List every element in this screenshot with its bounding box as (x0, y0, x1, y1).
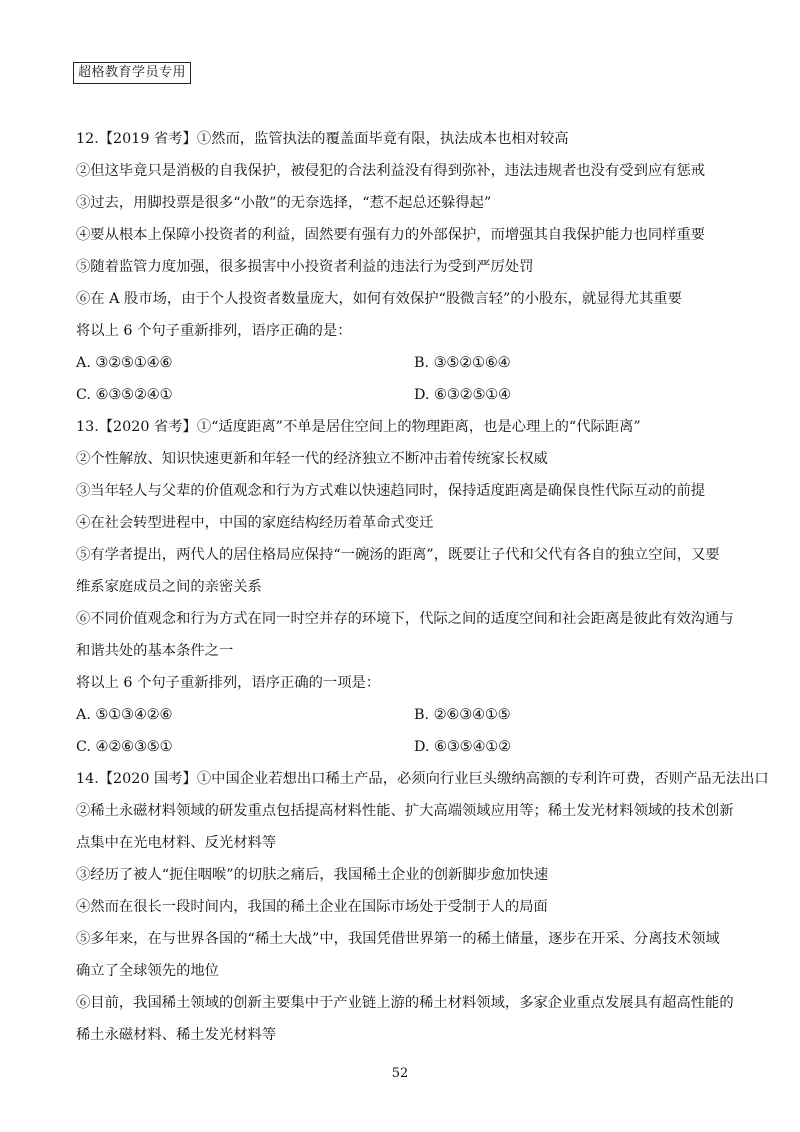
q12-sentence-2: ②但这毕竟只是消极的自我保护，被侵犯的合法利益没有得到弥补，违法违规者也没有受到应有惩戒 (76, 163, 706, 179)
q12-sentence-5: ⑤随着监管力度加强，很多损害中小投资者利益的违法行为受到严厉处罚 (76, 259, 534, 275)
q12-sentence-1: 12.【2019 省考】①然而，监管执法的覆盖面毕竟有限，执法成本也相对较高 (76, 131, 569, 147)
watermark-stamp: 超格教育学员专用 (73, 62, 191, 84)
q12-option-b: B. ③⑤②①⑥④ (414, 355, 511, 371)
q12-options-row-2 (76, 386, 726, 405)
q12-sentence-3: ③过去，用脚投票是很多“小散”的无奈选择，“惹不起总还躲得起” (76, 195, 492, 211)
q12-option-a: A. ③②⑤①④⑥ (76, 355, 173, 371)
q13-sentence-6-line-1: ⑥不同价值观念和行为方式在同一时空并存的环境下，代际之间的适度空间和社会距离是彼此有效沟通与 (76, 611, 734, 627)
q13-options-row-2 (76, 738, 726, 757)
page-content (76, 130, 769, 1058)
q12-option-d: D. ⑥③②⑤①④ (414, 387, 511, 403)
q14-sentence-1: 14.【2020 国考】①中国企业若想出口稀土产品，必须向行业巨头缴纳高额的专利许可费，否则产品无法出口 (76, 771, 769, 787)
q12-sentence-6: ⑥在 A 股市场，由于个人投资者数量庞大，如何有效保护“股微言轻”的小股东，就显得尤其重要 (76, 291, 682, 307)
q13-option-d: D. ⑥③⑤④①② (414, 739, 511, 755)
q13-sentence-2: ②个性解放、知识快速更新和年轻一代的经济独立不断冲击着传统家长权威 (76, 451, 548, 467)
q13-option-a: A. ⑤①③④②⑥ (76, 707, 173, 723)
q13-option-b: B. ②⑥③④①⑤ (414, 707, 511, 723)
q12-sentence-4: ④要从根本上保障小投资者的利益，固然要有强有力的外部保护，而增强其自我保护能力也同样重要 (76, 227, 706, 243)
q13-sentence-5-line-2: 维系家庭成员之间的亲密关系 (76, 579, 262, 595)
q14-sentence-4: ④然而在很长一段时间内，我国的稀土企业在国际市场处于受制于人的局面 (76, 899, 548, 915)
q13-options-row-1 (76, 706, 726, 725)
page-number: 52 (391, 1066, 409, 1081)
q13-sentence-6-line-2: 和谐共处的基本条件之一 (76, 643, 234, 659)
q12-prompt: 将以上 6 个句子重新排列，语序正确的是： (76, 323, 352, 339)
q14-sentence-6-line-1: ⑥目前，我国稀土领域的创新主要集中于产业链上游的稀土材料领域，多家企业重点发展具有超高性能的 (76, 995, 734, 1011)
q13-option-c: C. ④②⑥③⑤① (76, 739, 173, 755)
q14-sentence-6-line-2: 稀土永磁材料、稀土发光材料等 (76, 1027, 277, 1043)
q13-sentence-4: ④在社会转型进程中，中国的家庭结构经历着革命式变迁 (76, 515, 434, 531)
q14-sentence-2-line-2: 点集中在光电材料、反光材料等 (76, 835, 277, 851)
q12-options-row-1 (76, 354, 726, 373)
q14-sentence-5-line-2: 确立了全球领先的地位 (76, 963, 219, 979)
q13-sentence-3: ③当年轻人与父辈的价值观念和行为方式难以快速趋同时，保持适度距离是确保良性代际互动的前提 (76, 483, 706, 499)
q13-prompt: 将以上 6 个句子重新排列，语序正确的一项是： (76, 675, 381, 691)
q14-sentence-5-line-1: ⑤多年来，在与世界各国的“稀土大战”中，我国凭借世界第一的稀土储量，逐步在开采、分离技术领域 (76, 931, 720, 947)
q13-sentence-5-line-1: ⑤有学者提出，两代人的居住格局应保持“一碗汤的距离”，既要让子代和父代有各自的独立空间，又要 (76, 547, 720, 563)
q12-option-c: C. ⑥③⑤②④① (76, 387, 173, 403)
q13-sentence-1: 13.【2020 省考】①“适度距离”不单是居住空间上的物理距离，也是心理上的“代际距离” (76, 419, 641, 435)
q14-sentence-3: ③经历了被人“扼住咽喉”的切肤之痛后，我国稀土企业的创新脚步愈加快速 (76, 867, 549, 883)
q14-sentence-2-line-1: ②稀土永磁材料领域的研发重点包括提高材料性能、扩大高端领域应用等；稀土发光材料领域的技术创新 (76, 803, 734, 819)
